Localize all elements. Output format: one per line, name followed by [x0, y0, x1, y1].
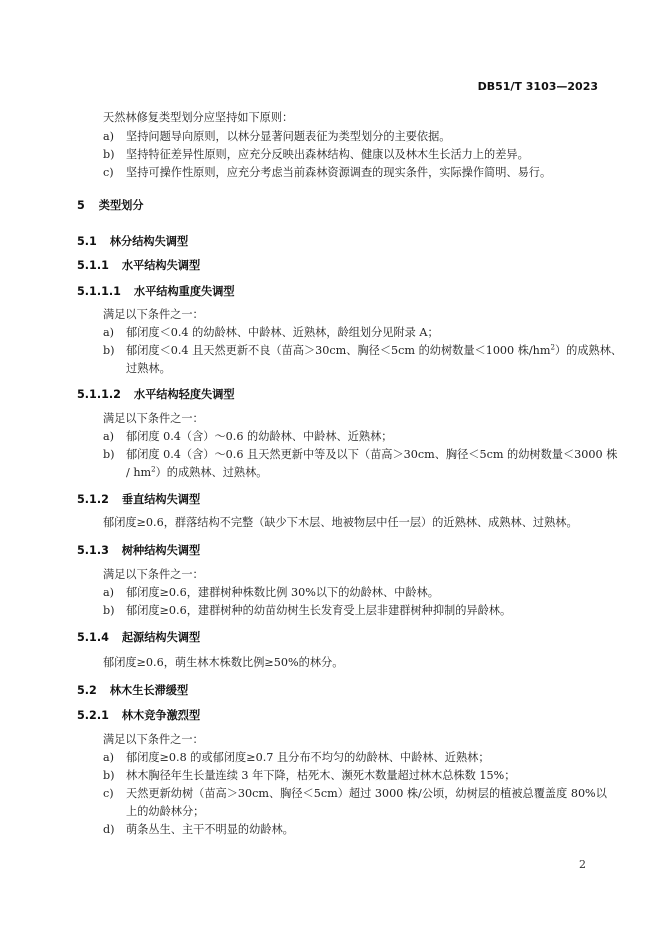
section-title: 树种结构失调型	[121, 544, 201, 557]
section-title: 起源结构失调型	[121, 631, 201, 644]
item-text: 坚持特征差异性原则，应充分反映出森林结构、健康以及林木生长活力上的差异。	[126, 148, 529, 161]
item-continuation: 过熟林。	[126, 362, 171, 375]
section-title: 垂直结构失调型	[121, 493, 201, 506]
item-text: 郁闭度≥0.6，建群树种株数比例 30%以下的幼龄林、中龄林。	[126, 586, 439, 599]
item-marker: b)	[103, 448, 115, 461]
section-title: 林木竞争激烈型	[121, 709, 201, 722]
section-number: 5.1.1	[77, 259, 109, 272]
condition-lead: 满足以下条件之一：	[103, 733, 204, 746]
section-title: 林木生长滞缓型	[109, 684, 189, 697]
page-number: 2	[579, 858, 586, 871]
section-heading	[77, 709, 200, 723]
item-text: 郁闭度≥0.8 的或郁闭度≥0.7 且分布不均匀的幼龄林、中龄林、近熟林；	[126, 751, 490, 764]
section-heading	[77, 631, 200, 645]
section-heading	[77, 544, 200, 558]
item-marker: b)	[103, 344, 115, 357]
section-title: 水平结构轻度失调型	[133, 388, 235, 401]
section-heading	[77, 684, 188, 698]
item-marker: b)	[103, 148, 115, 161]
item-marker: a)	[103, 430, 115, 443]
item-text: 郁闭度＜0.4 且天然更新不良（苗高＞30cm、胸径＜5cm 的幼树数量＜1000 株$/hm^2$）的成熟林、	[126, 343, 623, 357]
document-id: DB51/T 3103—2023	[477, 80, 598, 93]
item-marker: b)	[103, 604, 115, 617]
intro-paragraph: 天然林修复类型划分应坚持如下原则：	[103, 111, 294, 124]
section-heading	[77, 493, 200, 507]
section-title: 水平结构失调型	[121, 259, 201, 272]
item-text: 郁闭度＜0.4 的幼龄林、中龄林、近熟林，龄组划分见附录 A；	[126, 326, 439, 339]
section-heading	[77, 199, 144, 213]
item-marker: c)	[103, 166, 114, 179]
section-heading	[77, 259, 200, 273]
section-paragraph: 郁闭度≥0.6，萌生林木株数比例≥50%的林分。	[103, 656, 344, 669]
item-marker: d)	[103, 823, 115, 836]
section-number: 5.2.1	[77, 709, 109, 722]
item-text: 郁闭度≥0.6，建群树种的幼苗幼树生长发育受上层非建群树种抑制的异龄林。	[126, 604, 512, 617]
section-number: 5.1	[77, 235, 97, 248]
superscript: 2	[550, 343, 555, 352]
item-text: 郁闭度 0.4（含）～0.6 的幼龄林、中龄林、近熟林；	[126, 430, 393, 443]
section-title: 林分结构失调型	[109, 235, 189, 248]
condition-lead: 满足以下条件之一：	[103, 412, 204, 425]
item-continuation: 上的幼龄林分；	[126, 805, 205, 818]
item-marker: c)	[103, 787, 114, 800]
section-title: 水平结构重度失调型	[133, 285, 235, 298]
section-number: 5.1.2	[77, 493, 109, 506]
section-number: 5.2	[77, 684, 97, 697]
item-marker: a)	[103, 326, 115, 339]
item-marker: a)	[103, 130, 115, 143]
section-number: 5.1.1.2	[77, 388, 121, 401]
section-heading	[77, 235, 188, 249]
section-paragraph: 郁闭度≥0.6，群落结构不完整（缺少下木层、地被物层中任一层）的近熟林、成熟林、过熟林。	[103, 516, 578, 529]
item-text: 林木胸径年生长量连续 3 年下降，枯死木、濒死木数量超过林木总株数 15%；	[126, 769, 516, 782]
item-continuation: / $hm^2$）的成熟林、过熟林。	[126, 465, 268, 479]
item-text: 天然更新幼树（苗高＞30cm、胸径＜5cm）超过 3000 株/公顷，幼树层的植被总覆盖度 80%以	[126, 787, 607, 800]
superscript: 2	[151, 465, 156, 474]
item-text: 坚持问题导向原则，以林分显著问题表征为类型划分的主要依据。	[126, 130, 451, 143]
item-marker: b)	[103, 769, 115, 782]
item-text: 萌条丛生、主干不明显的幼龄林。	[126, 823, 294, 836]
section-title: 类型划分	[98, 199, 144, 212]
item-marker: a)	[103, 751, 115, 764]
condition-lead: 满足以下条件之一：	[103, 308, 204, 321]
section-heading	[77, 388, 235, 402]
section-heading	[77, 285, 235, 299]
item-text: 郁闭度 0.4（含）～0.6 且天然更新中等及以下（苗高＞30cm、胸径＜5cm 的幼树数量＜3000 株	[126, 448, 618, 461]
section-number: 5.1.4	[77, 631, 109, 644]
item-marker: a)	[103, 586, 115, 599]
item-text: 坚持可操作性原则，应充分考虑当前森林资源调查的现实条件，实际操作简明、易行。	[126, 166, 552, 179]
section-number: 5.1.1.1	[77, 285, 121, 298]
section-number: 5.1.3	[77, 544, 109, 557]
section-number: 5	[77, 199, 85, 212]
condition-lead: 满足以下条件之一：	[103, 568, 204, 581]
